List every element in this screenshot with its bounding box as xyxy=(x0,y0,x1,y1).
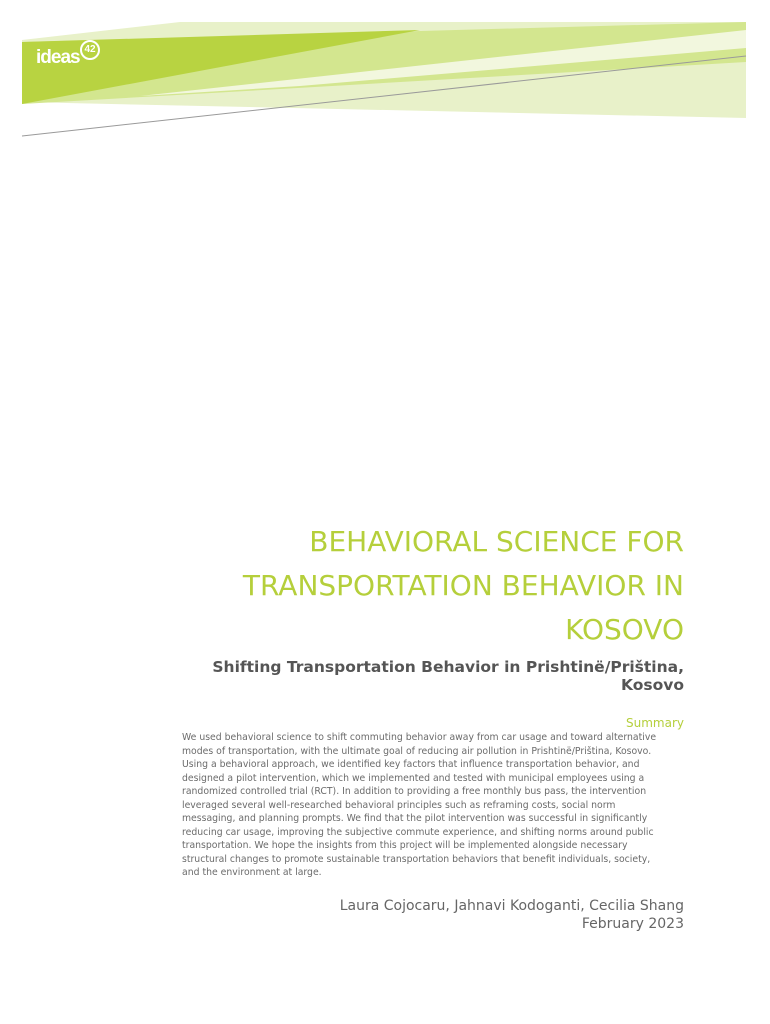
ideas42-logo xyxy=(36,40,102,74)
summary-line: randomized controlled trial (RCT). In addition to providing a free monthly bus pass, the intervention xyxy=(182,786,647,797)
summary-line: and the environment at large. xyxy=(182,867,322,878)
document-title xyxy=(124,520,684,652)
title-line: TRANSPORTATION BEHAVIOR IN xyxy=(242,569,684,602)
summary-line: reducing car usage, improving the subjective commute experience, and shifting norms around public xyxy=(182,826,654,838)
logo-word: ideas xyxy=(36,47,80,68)
author-list: Laura Cojocaru, Jahnavi Kodoganti, Cecilia Shang xyxy=(339,898,684,914)
title-line: BEHAVIORAL SCIENCE FOR xyxy=(309,525,684,558)
summary-line: structural changes to promote sustainable transportation behaviors that benefit individuals, society, xyxy=(182,853,651,865)
summary-line: transportation. We hope the insights from this project will be implemented alongside necessary xyxy=(182,840,628,851)
summary-heading: Summary xyxy=(626,716,684,730)
summary-line: Using a behavioral approach, we identified key factors that influence transportation behavior, and xyxy=(182,759,640,770)
header-decoration xyxy=(0,0,770,150)
title-line: KOSOVO xyxy=(565,613,684,646)
summary-line: leveraged several well-researched behavioral principles such as reframing costs, social norm xyxy=(182,799,616,811)
summary-line: designed a pilot intervention, which we implemented and tested with municipal employees using a xyxy=(182,772,645,784)
logo-number-badge: 42 xyxy=(80,40,100,60)
document-subtitle: Shifting Transportation Behavior in Prishtinë/Priština, Kosovo xyxy=(212,658,684,694)
publication-date: February 2023 xyxy=(581,916,684,932)
summary-line: modes of transportation, with the ultimate goal of reducing air pollution in Prishtinë/Priština, Kosovo. xyxy=(182,745,652,757)
summary-line: messaging, and planning prompts. We find that the pilot intervention was successful in significantly xyxy=(182,813,648,824)
summary-line: We used behavioral science to shift commuting behavior away from car usage and toward alternative xyxy=(182,732,657,743)
summary-paragraph xyxy=(182,731,684,880)
